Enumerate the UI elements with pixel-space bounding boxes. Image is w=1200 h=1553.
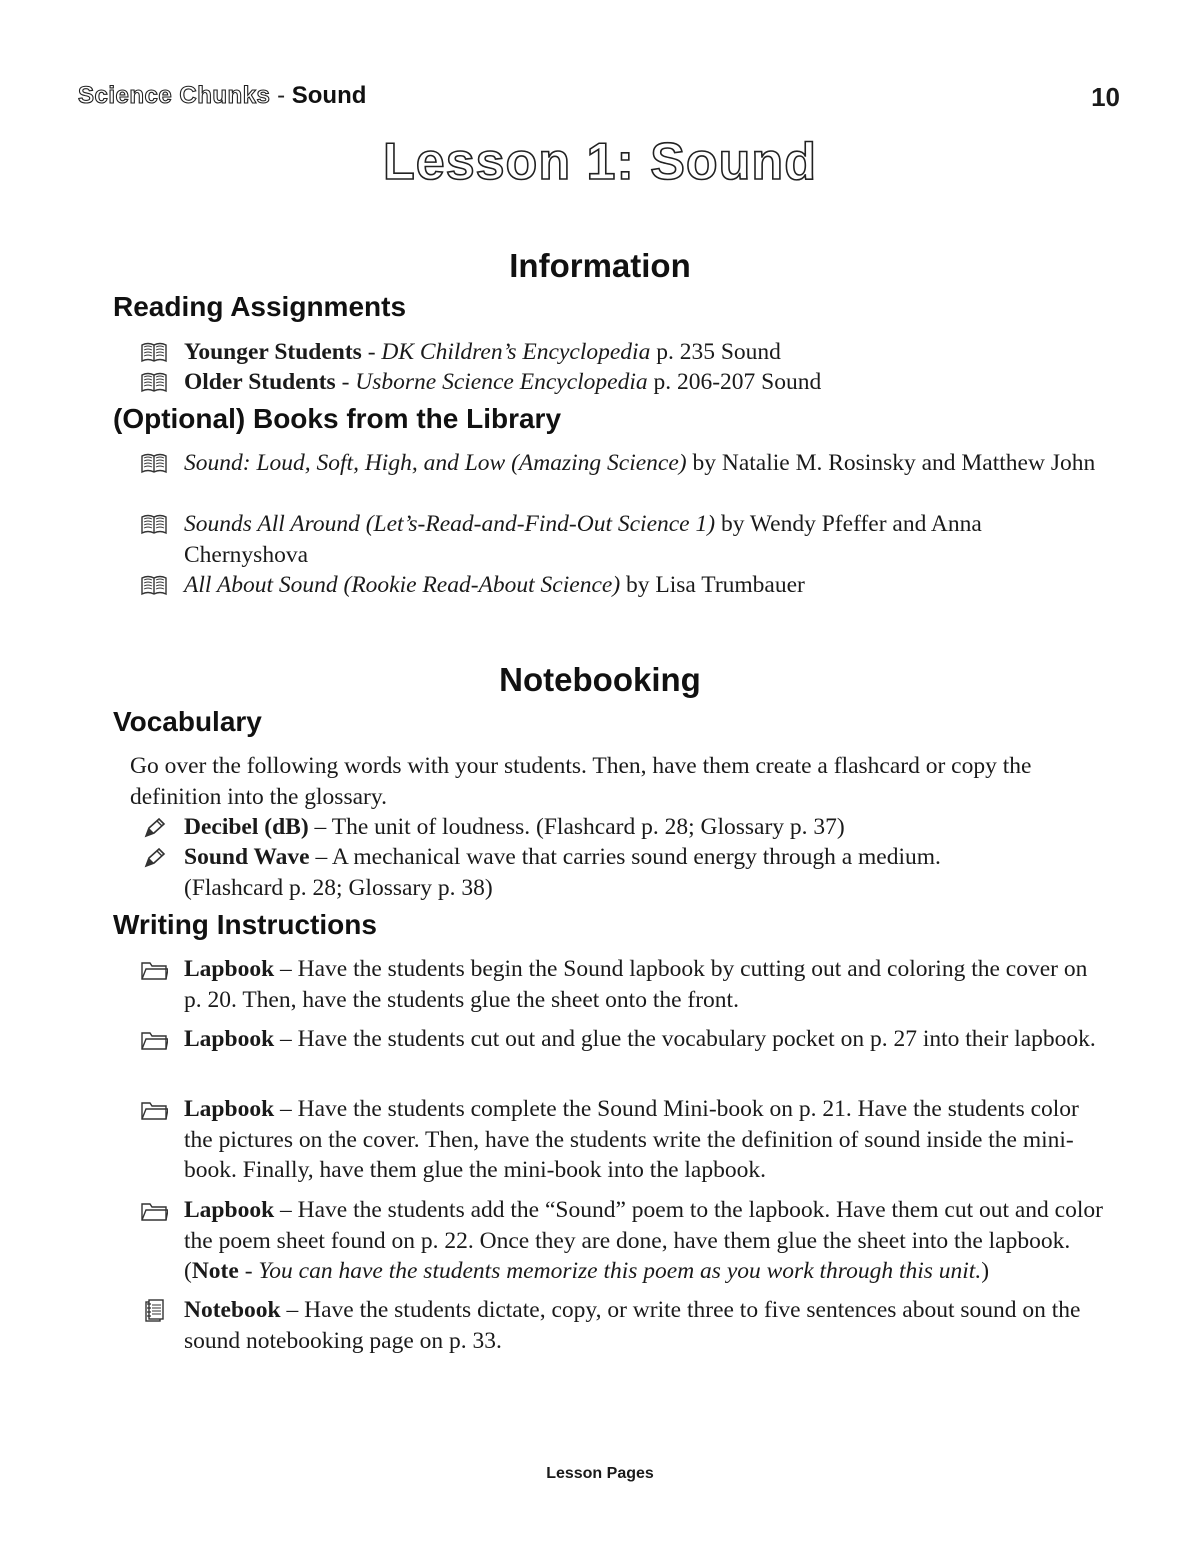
book-title: All About Sound (Rookie Read-About Science) [184, 572, 621, 598]
reading-item [140, 367, 1110, 398]
activity-type: Notebook [184, 1297, 281, 1323]
vocab-definition: – The unit of loudness. (Flashcard p. 28; Glossary p. 37) [308, 814, 845, 840]
note-label: Note [191, 1258, 239, 1284]
folder-icon [140, 1028, 168, 1052]
header-separator: - [277, 82, 286, 109]
vocab-item [140, 812, 1110, 843]
writing-item [140, 1195, 1110, 1287]
folder-icon [140, 1199, 168, 1223]
book-title: DK Children’s Encyclopedia [381, 339, 651, 365]
book-title: Sounds All Around (Let’s-Read-and-Find-Out Science 1) [184, 511, 716, 537]
library-item [140, 570, 1110, 601]
activity-text: – Have the students complete the Sound Mini-book on p. 21. Have the students color the pictures on the cover. Then, have the students write the definition of sound inside the mini-book. Finally, have them glue the mini-book into the lapbook. [184, 1096, 1079, 1183]
note-close: ) [981, 1258, 990, 1284]
page-ref: p. 235 Sound [650, 339, 781, 365]
writing-instructions-heading: Writing Instructions [113, 909, 377, 940]
open-book-icon [140, 341, 168, 365]
folder-icon [140, 958, 168, 982]
vocab-definition: – A mechanical wave that carries sound energy through a medium. (Flashcard p. 28; Glossary p. 38) [184, 844, 941, 901]
open-book-icon [140, 513, 168, 537]
library-item [140, 509, 1110, 570]
reading-assignments-heading: Reading Assignments [113, 291, 407, 322]
reader-level: Younger Students [184, 339, 362, 365]
separator: - [335, 369, 356, 395]
page-footer: Lesson Pages [546, 1465, 654, 1482]
information-title: Information [509, 247, 691, 284]
book-authors: by Natalie M. Rosinsky and Matthew John [686, 450, 1096, 476]
open-book-icon [140, 452, 168, 476]
open-book-icon [140, 371, 168, 395]
running-header [78, 82, 366, 110]
notebooking-title: Notebooking [499, 661, 701, 698]
lesson-title: Lesson 1: Sound [383, 133, 817, 191]
writing-item [140, 1094, 1110, 1186]
separator: - [361, 339, 382, 365]
notebook-icon [140, 1299, 168, 1323]
series-name: Science Chunks [78, 82, 271, 109]
header-topic: Sound [291, 82, 367, 109]
page-number: 10 [1091, 82, 1120, 112]
pencil-icon [140, 846, 168, 870]
book-title: Sound: Loud, Soft, High, and Low (Amazing Science) [184, 450, 687, 476]
page-ref: p. 206-207 Sound [647, 369, 822, 395]
reading-item [140, 337, 1110, 368]
activity-type: Lapbook [184, 1197, 275, 1223]
folder-icon [140, 1098, 168, 1122]
activity-type: Lapbook [184, 956, 275, 982]
note-separator: - [238, 1258, 259, 1284]
activity-text: – Have the students begin the Sound lapbook by cutting out and coloring the cover on p. 20. Then, have the students glue the sheet onto the front. [184, 956, 1088, 1013]
activity-text: – Have the students cut out and glue the vocabulary pocket on p. 27 into their lapbook. [274, 1026, 1096, 1052]
writing-item [140, 1295, 1110, 1356]
library-item [140, 448, 1110, 479]
vocab-item [140, 842, 1040, 903]
activity-type: Lapbook [184, 1096, 275, 1122]
open-book-icon [140, 574, 168, 598]
library-books-heading: (Optional) Books from the Library [113, 403, 562, 434]
activity-text: – Have the students add the “Sound” poem to the lapbook. Have them cut out and color the poem sheet found on p. 22. Once they are done, have them glue the sheet into the lapbook. ( [184, 1197, 1103, 1284]
book-authors: by Lisa Trumbauer [620, 572, 805, 598]
book-title: Usborne Science Encyclopedia [355, 369, 648, 395]
note-text: You can have the students memorize this poem as you work through this unit. [258, 1258, 982, 1284]
writing-item [140, 1024, 1110, 1055]
pencil-icon [140, 816, 168, 840]
reader-level: Older Students [184, 369, 336, 395]
book-authors: by Wendy Pfeffer and Anna Chernyshova [184, 511, 982, 568]
activity-type: Lapbook [184, 1026, 275, 1052]
vocabulary-heading: Vocabulary [113, 706, 262, 737]
vocab-term: Decibel (dB) [184, 814, 309, 840]
writing-item [140, 954, 1110, 1015]
vocabulary-intro: Go over the following words with your students. Then, have them create a flashcard or copy the definition into the glossary. [130, 753, 1032, 810]
vocab-term: Sound Wave [184, 844, 310, 870]
activity-text: – Have the students dictate, copy, or write three to five sentences about sound on the sound notebooking page on p. 33. [184, 1297, 1081, 1354]
